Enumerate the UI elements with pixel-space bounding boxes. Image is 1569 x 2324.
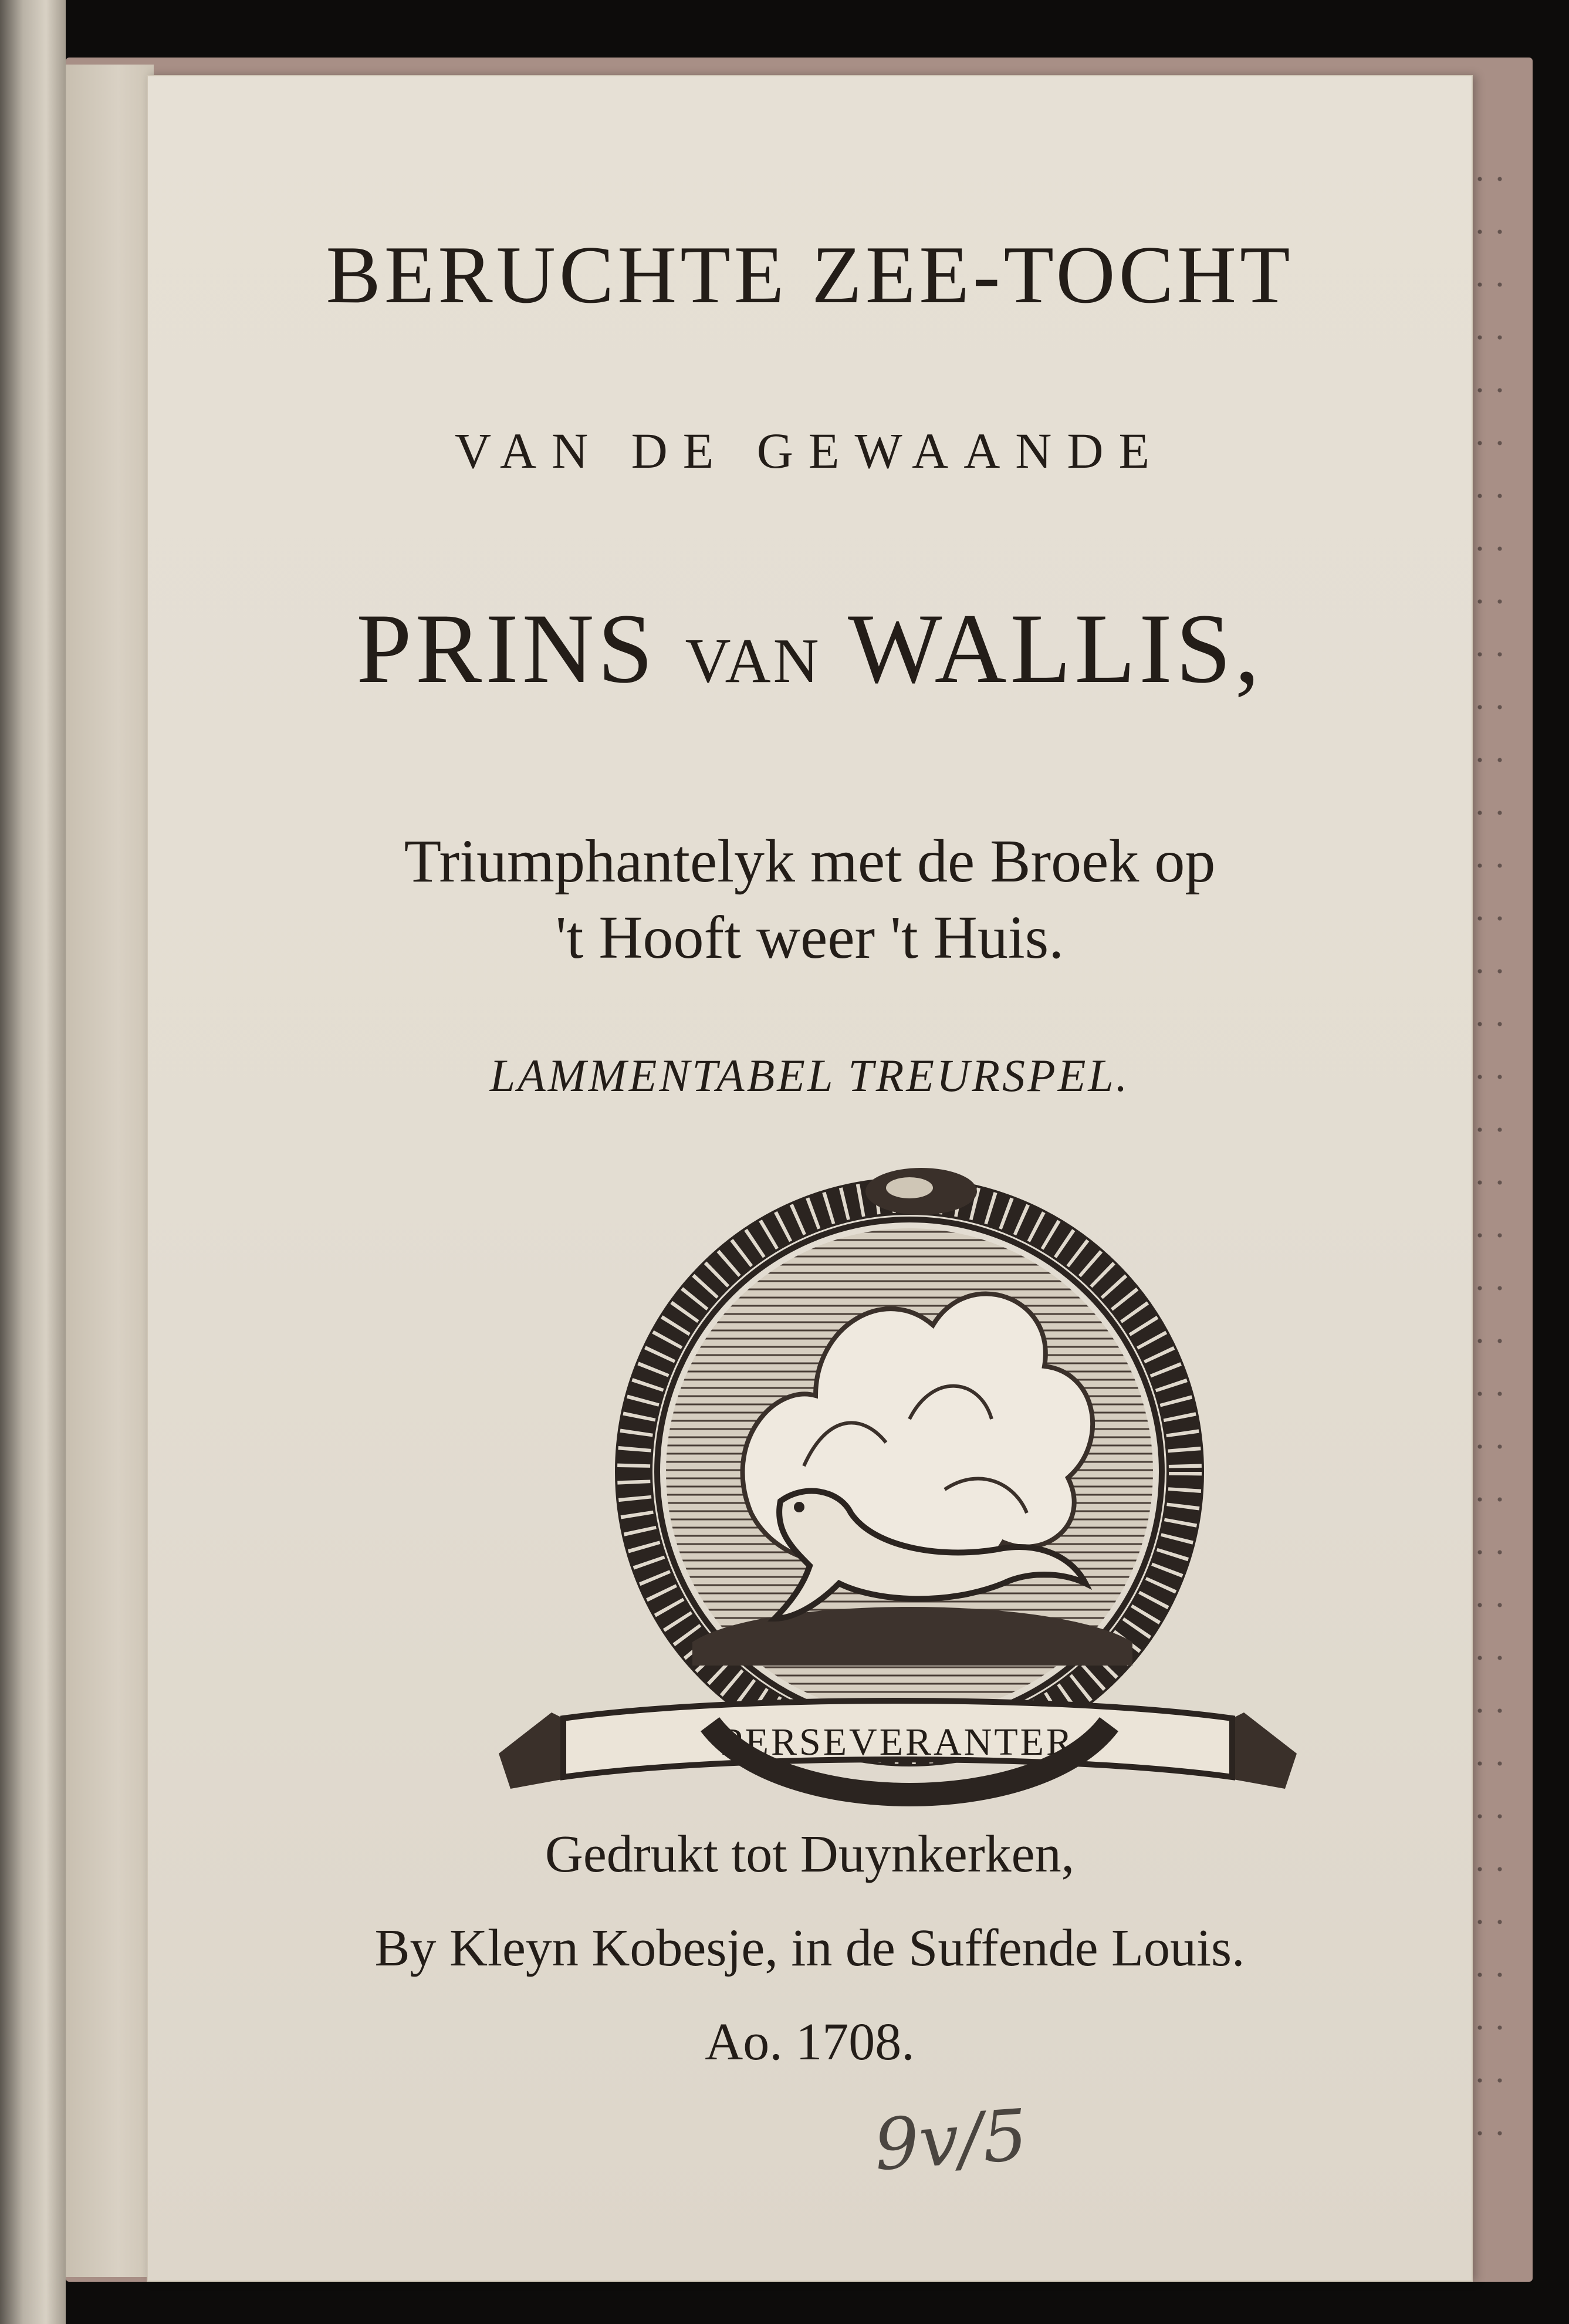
- title-wallis: WALLIS,: [848, 593, 1263, 704]
- printer-emblem: [499, 1137, 1297, 1859]
- cover-texture: [1470, 153, 1511, 2148]
- title-van: VAN: [685, 626, 821, 696]
- subtitle-line-2: 't Hooft weer 't Huis.: [555, 904, 1064, 971]
- page-gutter: [66, 65, 154, 2277]
- imprint-line-1: Gedrukt tot Duynkerken,: [545, 1825, 1075, 1883]
- left-page-edge: [0, 0, 66, 2324]
- imprint-line-2: By Kleyn Kobesje, in de Suffende Louis.: [374, 1919, 1245, 1977]
- genre-line: LAMMENTABEL TREURSPEL.: [489, 1050, 1130, 1101]
- title-page: [147, 75, 1473, 2282]
- title-line-2: VAN DE GEWAANDE: [454, 423, 1165, 479]
- title-line-1: BERUCHTE ZEE-TOCHT: [326, 229, 1294, 320]
- emblem-motto: PERSEVERANTER: [721, 1721, 1075, 1764]
- title-line-3: [147, 592, 1473, 706]
- handwritten-shelfmark: 9v/5: [871, 2095, 1030, 2187]
- imprint-line-3: Ao. 1708.: [705, 2013, 915, 2071]
- subtitle-line-1: Triumphantelyk met de Broek op: [404, 827, 1216, 895]
- title-prins: PRINS: [356, 593, 657, 704]
- serpent-ring-salamander-emblem-icon: [499, 1137, 1297, 1859]
